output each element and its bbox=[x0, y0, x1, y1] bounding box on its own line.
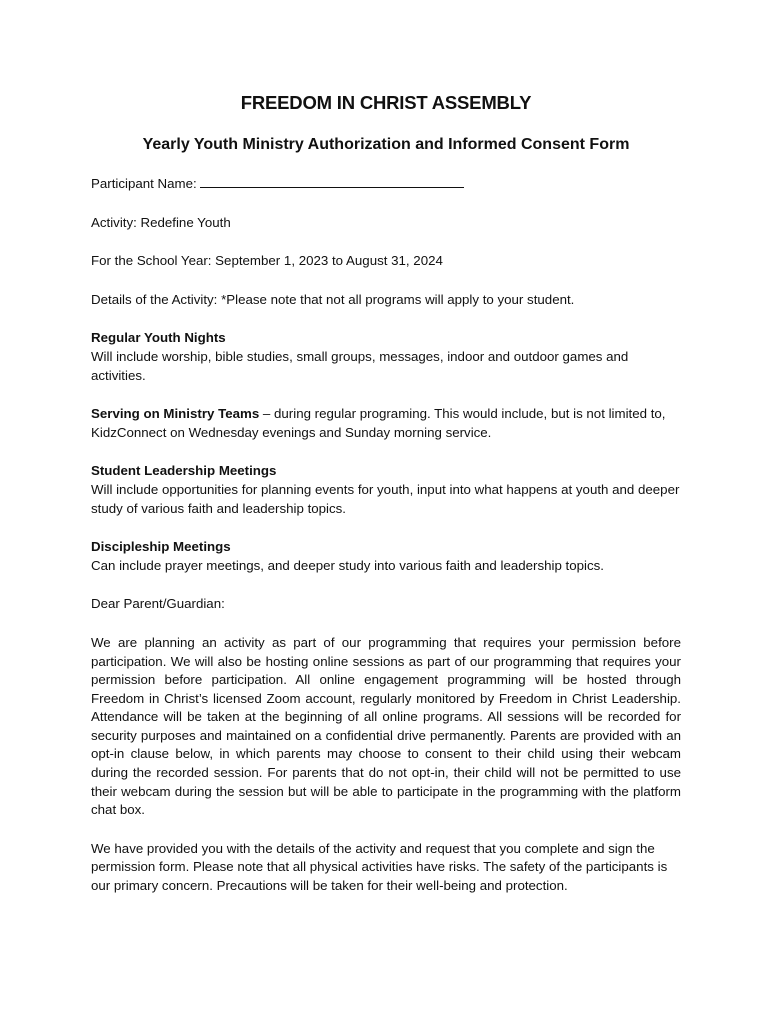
section-body: Will include opportunities for planning events for youth, input into what happens at youth and deeper study of various faith and leadership topics. bbox=[91, 481, 680, 516]
participant-name-label: Participant Name: bbox=[91, 176, 197, 191]
school-year-line: For the School Year: September 1, 2023 to August 31, 2024 bbox=[91, 253, 443, 269]
section-heading: Regular Youth Nights bbox=[91, 330, 226, 346]
consent-form-page bbox=[91, 92, 681, 896]
organization-title: FREEDOM IN CHRIST ASSEMBLY bbox=[240, 92, 532, 113]
section-heading: Serving on Ministry Teams bbox=[91, 406, 260, 422]
section-heading: Discipleship Meetings bbox=[91, 539, 231, 555]
section-heading: Student Leadership Meetings bbox=[91, 463, 277, 479]
section-body: Can include prayer meetings, and deeper study into various faith and leadership topics. bbox=[91, 557, 604, 573]
letter-paragraph: We are planning an activity as part of our programming that requires your permission before participation. We will also be hosting online sessions as part of our programming that requires your permission before participation. All online engagement programming will be hosted through Freedom in Christ’s licensed Zoom account, regularly monitored by Freedom in Christ Leadership. Attendance will be taken at the beginning of all online programs. All sessions will be recorded for security purposes and maintained on a confidential drive permanently. Parents are provided with an opt-in clause below, in which parents may choose to consent to their child using their webcam during the recorded session. For parents that do not opt-in, their child will not be permitted to use their webcam during the session but will be able to participate in the programming with the platform chat box. bbox=[91, 634, 681, 818]
section-body: – during regular programing. This would include, but is not limited to, KidzConnect on Wednesday evenings and Sunday morning service. bbox=[91, 406, 666, 440]
activity-line: Activity: Redefine Youth bbox=[91, 214, 231, 230]
form-title: Yearly Youth Ministry Authorization and Informed Consent Form bbox=[142, 136, 630, 153]
letter-paragraph: We have provided you with the details of the activity and request that you complete and sign the permission form. Please note that all physical activities have risks. The safety of the participants is our primary concern. Precautions will be taken for their well-being and protection. bbox=[91, 840, 668, 894]
section-body: Will include worship, bible studies, small groups, messages, indoor and outdoor games and activities. bbox=[91, 348, 629, 383]
salutation: Dear Parent/Guardian: bbox=[91, 596, 225, 612]
participant-name-row bbox=[91, 175, 681, 194]
participant-name-blank[interactable] bbox=[200, 175, 464, 188]
section-serving bbox=[91, 405, 681, 442]
details-line: Details of the Activity: *Please note that not all programs will apply to your student. bbox=[91, 291, 575, 307]
